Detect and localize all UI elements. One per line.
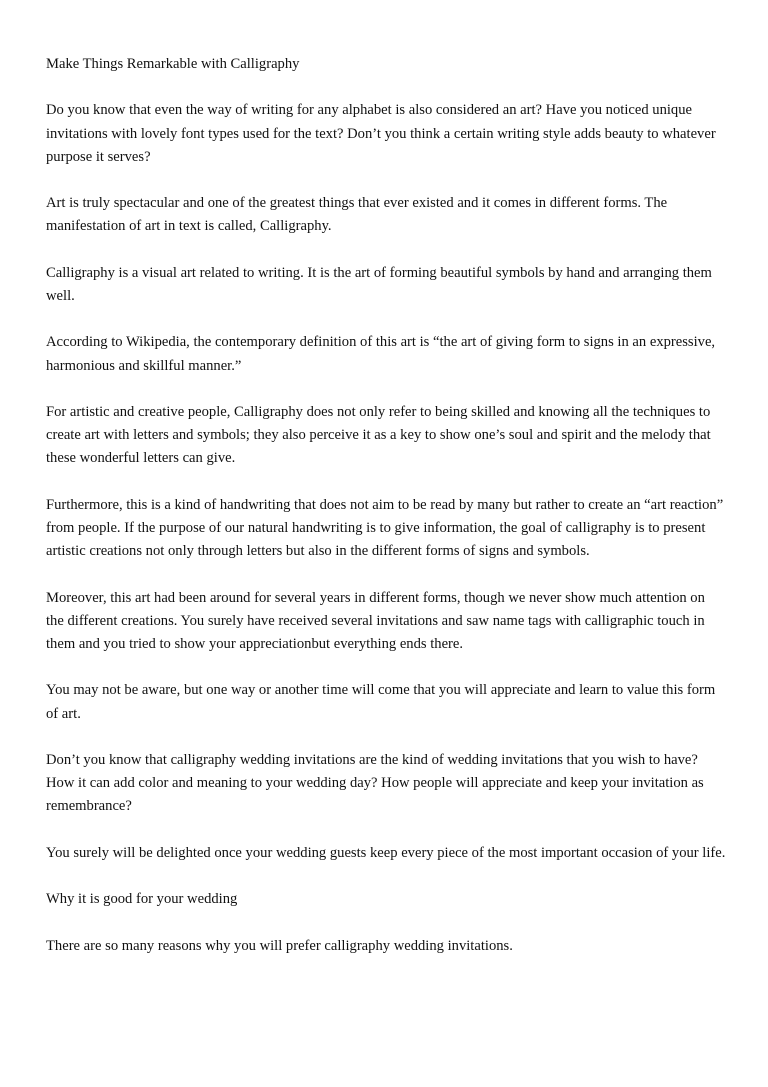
paragraph-9: Don’t you know that calligraphy wedding invitations are the kind of wedding invitations that you wish to have? How it can add color and meaning to your wedding day? How people will appreciate and keep your invitation as remembrance? (46, 751, 704, 815)
paragraph-3: Calligraphy is a visual art related to writing. It is the art of forming beautiful symbols by hand and arranging them well. (46, 264, 712, 304)
paragraph-4: According to Wikipedia, the contemporary definition of this art is “the art of giving form to signs in an expressive, harmonious and skillful manner.” (46, 334, 716, 374)
document-body (46, 53, 726, 981)
paragraph-11: There are so many reasons why you will prefer calligraphy wedding invitations. (46, 937, 513, 954)
paragraph-1: Do you know that even the way of writing for any alphabet is also considered an art? Have you noticed unique invitations with lovely font types used for the text? Don’t you think a certain writing style adds beauty to whatever purpose it serves? (46, 102, 716, 165)
paragraph-2: Art is truly spectacular and one of the greatest things that ever existed and it comes in different forms. The manifestation of art in text is called, Calligraphy. (46, 195, 668, 235)
paragraph-8: You may not be aware, but one way or another time will come that you will appreciate and learn to value this form of art. (46, 682, 716, 722)
paragraph-10: You surely will be delighted once your wedding guests keep every piece of the most important occasion of your life. (46, 844, 726, 861)
paragraph-6: Furthermore, this is a kind of handwriting that does not aim to be read by many but rather to create an “art reaction” from people. If the purpose of our natural handwriting is to give information, the goal of calligraphy is to present artistic creations not only through letters but also in the different forms of signs and symbols. (46, 496, 724, 560)
paragraph-5: For artistic and creative people, Calligraphy does not only refer to being skilled and knowing all the techniques to create art with letters and symbols; they also perceive it as a key to show one’s soul and spirit and the melody that these wonderful letters can give. (46, 403, 711, 467)
paragraph-7: Moreover, this art had been around for several years in different forms, though we never show much attention on the different creations. You surely have received several invitations and saw name tags with calligraphic touch in them and you tried to show your appreciationbut everything ends there. (46, 589, 705, 652)
document-title: Make Things Remarkable with Calligraphy (46, 56, 300, 72)
section-heading: Why it is good for your wedding (46, 891, 238, 908)
